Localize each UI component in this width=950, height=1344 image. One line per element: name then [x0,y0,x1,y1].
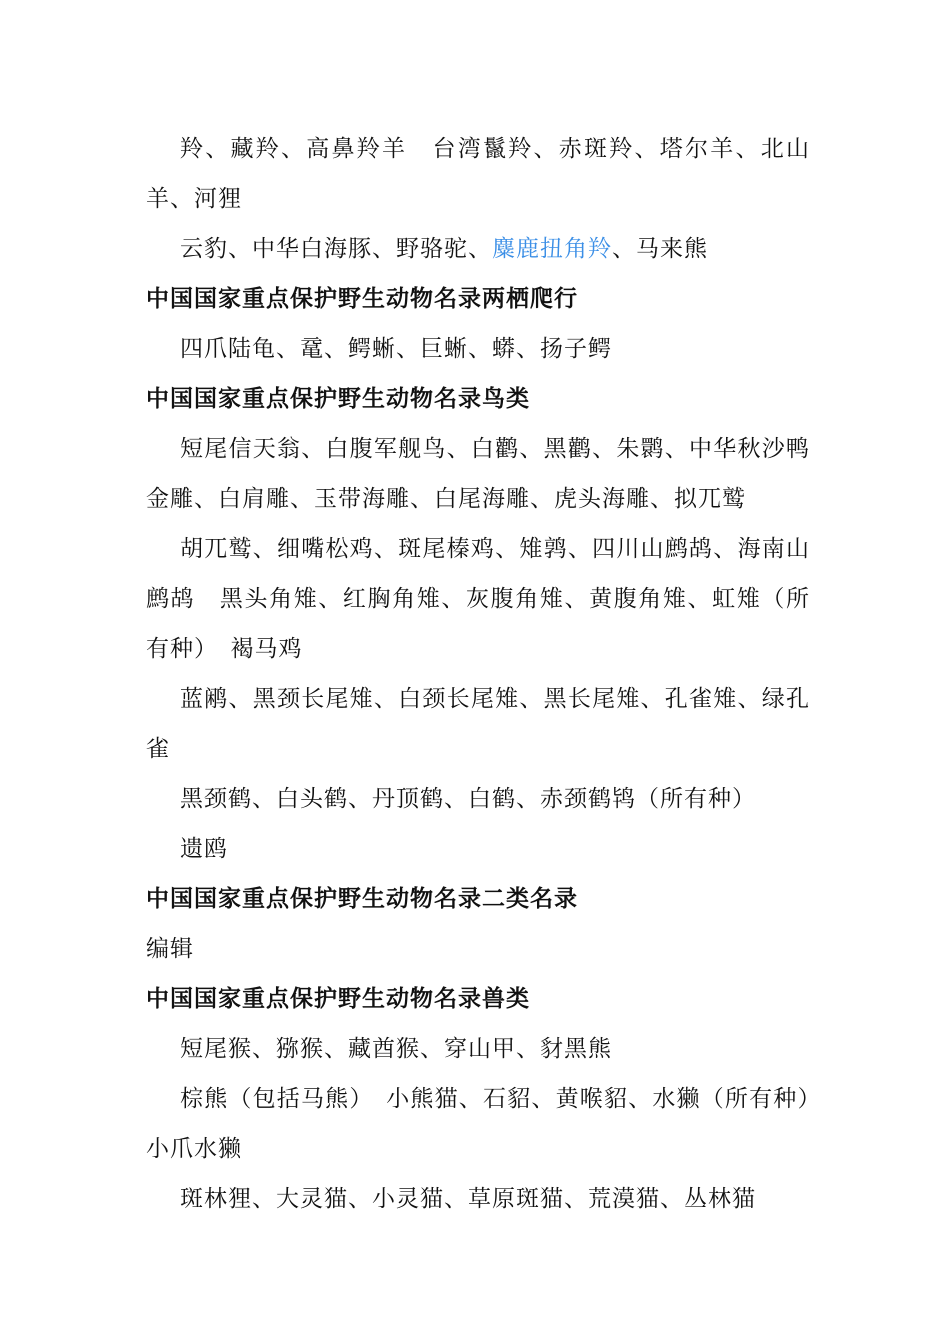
paragraph-antelopes: 羚、藏羚、高鼻羚羊 台湾鬣羚、赤斑羚、塔尔羊、北山羊、河狸 [146,136,810,212]
paragraph-mammals-2: 棕熊（包括马熊） 小熊猫、石貂、黄喉貂、水獭（所有种）小爪水獭 [146,1086,810,1162]
paragraph-birds-1: 短尾信天翁、白腹军舰鸟、白鹳、黑鹳、朱鹮、中华秋沙鸭金雕、白肩雕、玉带海雕、白尾海雕、虎头海雕、拟兀鹫 [146,436,810,512]
paragraph-reptiles: 四爪陆龟、鼋、鳄蜥、巨蜥、蟒、扬子鳄 [180,336,612,362]
heading-birds: 中国国家重点保护野生动物名录鸟类 [146,386,530,412]
paragraph-yunbao-before: 云豹、中华白海豚、野骆驼、 [180,236,492,262]
paragraph-birds-4: 黑颈鹤、白头鹤、丹顶鹤、白鹤、赤颈鹤鸨（所有种） [180,786,756,812]
heading-amphibians-reptiles: 中国国家重点保护野生动物名录两栖爬行 [146,286,578,312]
paragraph-mammals-1: 短尾猴、猕猴、藏酋猴、穿山甲、豺黑熊 [180,1036,612,1062]
paragraph-birds-5: 遗鸥 [180,836,228,862]
edit-label: 编辑 [146,936,194,962]
heading-mammals: 中国国家重点保护野生动物名录兽类 [146,986,530,1012]
link-milu-niujiaoling[interactable]: 麋鹿扭角羚 [492,236,612,262]
document-body [146,124,810,1224]
heading-class-two-list: 中国国家重点保护野生动物名录二类名录 [146,886,578,912]
paragraph-yunbao-after: 、马来熊 [612,236,708,262]
paragraph-mammals-3: 斑林狸、大灵猫、小灵猫、草原斑猫、荒漠猫、丛林猫 [180,1186,756,1212]
paragraph-birds-3: 蓝鹇、黑颈长尾雉、白颈长尾雉、黑长尾雉、孔雀雉、绿孔雀 [146,686,810,762]
paragraph-yunbao [146,224,810,274]
paragraph-birds-2: 胡兀鹫、细嘴松鸡、斑尾榛鸡、雉鹑、四川山鹧鸪、海南山鹧鸪 黑头角雉、红胸角雉、灰腹角雉、黄腹角雉、虹雉（所有种） 褐马鸡 [146,536,810,662]
